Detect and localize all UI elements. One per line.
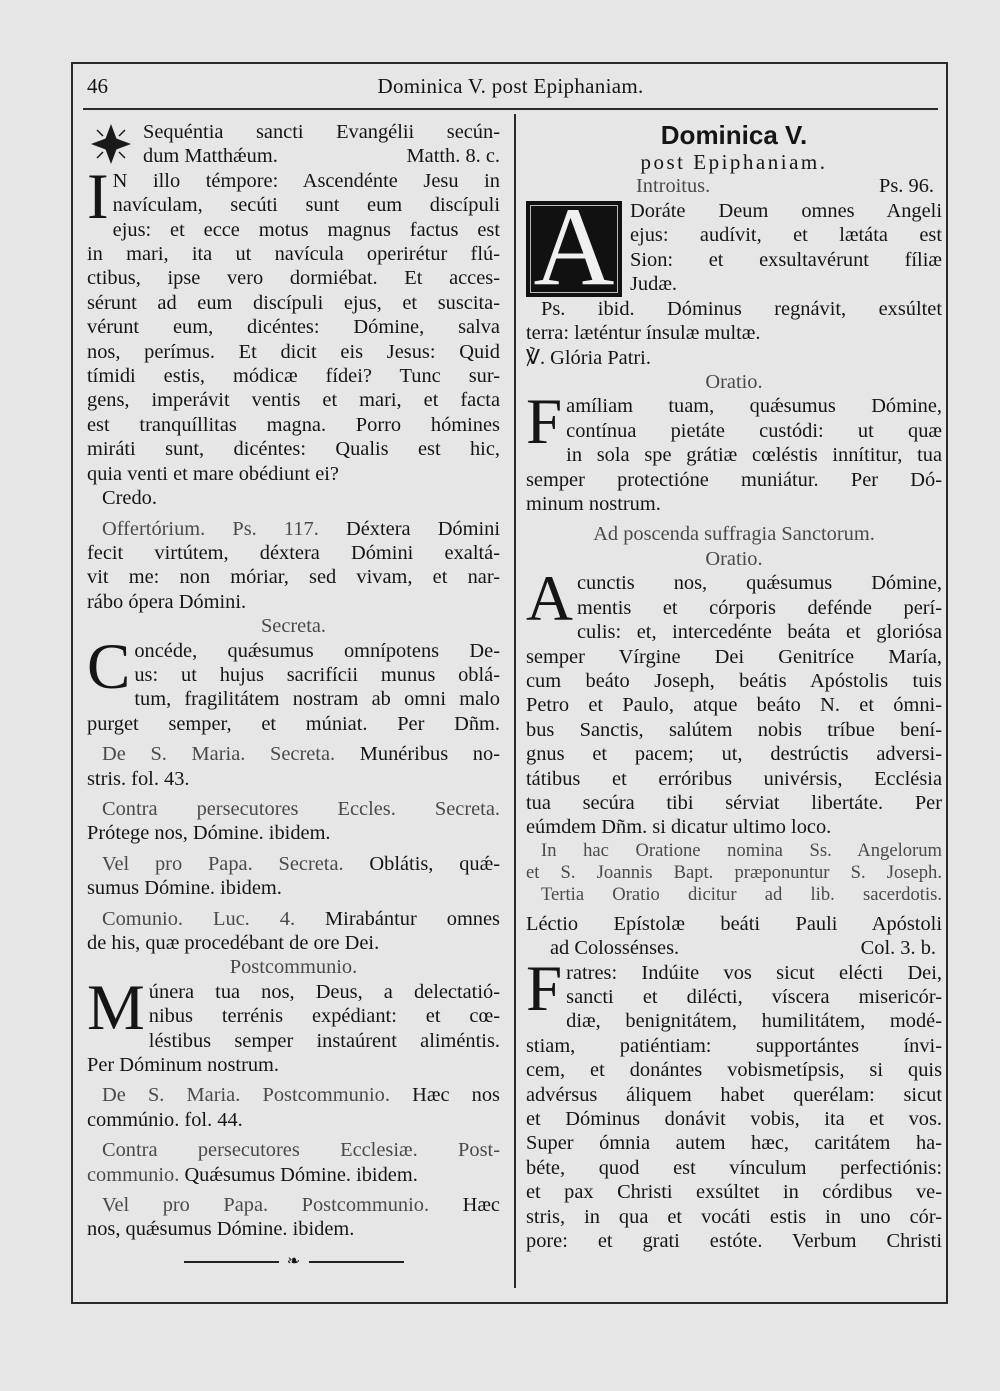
postcommunio-drop-cap: M: [87, 979, 145, 1044]
maltese-cross-icon: [87, 120, 135, 168]
psalm-line: Ps. ibid. Dóminus regnávit, exsúltet: [541, 297, 942, 320]
epistle-line: ratres: Indúite vos sicut elécti Dei,: [566, 961, 942, 984]
epistle-line: sancti et dilécti, víscera misericór-: [566, 985, 942, 1008]
oratio-line: semper protectióne muniátur. Per Dó-: [526, 468, 942, 491]
oratio2-line: tátibus et erróribus univérsis, Ecclésia: [526, 767, 942, 790]
oratio-line: in sola spe grátiæ cœléstis innítitur, tua: [566, 444, 942, 467]
gospel-drop-cap: I: [87, 168, 109, 233]
gospel-reference: Matth. 8. c.: [406, 145, 500, 168]
left-column: [87, 120, 500, 1268]
oratio2-line: eúmdem Dñm. si dicatur ultimo loco.: [526, 816, 832, 839]
postcommunio-title: Postcommunio.: [229, 956, 358, 979]
secreta-papa-line: sumus Dómine. ibidem.: [87, 877, 282, 900]
epistle-line: stris, in qua et vocáti estis in uno cór-: [526, 1205, 942, 1228]
secreta-line: tum, fragilitátem nostram ab omni malo: [134, 688, 500, 711]
epistle-heading: [526, 912, 942, 961]
offertory-line: Déxtera Dómini: [346, 517, 500, 540]
epistle-line: Super ómnia autem hæc, caritátem ha-: [526, 1132, 942, 1155]
oratio-line: amíliam tuam, quǽsumus Dómine,: [566, 395, 942, 418]
postcommunio-line: léstibus semper instaúrent aliméntis.: [148, 1029, 500, 1052]
postcommunio-line: únera tua nos, Deus, a delectatió-: [148, 980, 500, 1003]
oratio2-line: cunctis nos, quǽsumus Dómine,: [576, 572, 942, 595]
epistle-line: diæ, benignitátem, humilitátem, modé-: [566, 1010, 942, 1033]
gospel-line: nos, perímus. Et dicit eis Jesus: Quid: [87, 340, 500, 363]
secreta-maria-line: stris. fol. 43.: [87, 767, 190, 790]
introit-line: Sion: et exsultavérunt fíliæ: [630, 248, 942, 271]
right-column: [526, 120, 942, 1253]
pc-contra-rubric: communio.: [87, 1163, 180, 1186]
introit-text: [526, 199, 942, 297]
gospel-line: ejus: et ecce motus magnus factus est: [112, 218, 500, 241]
epistle-line: béte, quod est vínculum perfectiónis:: [526, 1156, 942, 1179]
offertory-line: vit me: non móriar, sed vivam, et nar-: [87, 566, 500, 589]
communion-label: Comunio. Luc. 4.: [102, 907, 296, 930]
oratio2-line: mentis et córporis defénde perí-: [576, 596, 942, 619]
gospel-heading-line-1: Sequéntia sancti Evangélii secún-: [143, 121, 500, 143]
epistle-line: pore: et grati estóte. Verbum Christi: [526, 1230, 942, 1253]
oratio-text: [526, 394, 942, 516]
communion-line: de his, quæ procedébant de ore Dei.: [87, 932, 380, 954]
epistle-line: et Dóminus donávit vobis, ita et vos.: [526, 1108, 942, 1130]
secreta-contra-rubric: Contra persecutores Eccles. Secreta.: [102, 797, 500, 820]
oratio2-line: gnus et pacem; ut, destrúctis adversi-: [526, 743, 942, 766]
epistle-line: cem, et donántes vobismetípsis, si quis: [526, 1059, 942, 1082]
epistle-reference: Col. 3. b.: [860, 937, 936, 960]
oratio2-line: bus Sanctis, salútem nobis tríbue bení-: [526, 718, 942, 741]
fleuron-ornament-icon: ❧: [184, 1256, 404, 1268]
feast-subtitle: post Epiphaniam.: [640, 150, 828, 174]
secreta-papa-line: Oblátis, quǽ-: [369, 852, 500, 875]
pc-maria: [87, 1083, 500, 1132]
oratio-line: contínua pietáte custódi: ut quæ: [566, 419, 942, 442]
column-divider: [514, 114, 516, 1288]
oratio2-line: cum beáto Joseph, beátis Apóstolis tuis: [526, 669, 942, 692]
gospel-text: [87, 169, 500, 486]
gospel-heading: [87, 120, 500, 169]
introit-drop-cap: A: [533, 198, 615, 297]
epistle-drop-cap: F: [526, 960, 563, 1025]
gospel-line: tímidi estis, módicæ fídei? Tunc sur-: [87, 365, 500, 388]
secreta-line: us: ut hujus sacrifícii munus oblá-: [134, 663, 500, 686]
secreta-maria-rubric: De S. Maria. Secreta.: [102, 743, 336, 766]
epistle-text: [526, 961, 942, 1254]
gospel-line: ctibus, ipse vero dormiébat. Et acces-: [87, 267, 500, 290]
gospel-heading-line-2: dum Matthǽum.: [143, 145, 278, 168]
epistle-line: advérsus áliquem habet querélam: sicut: [526, 1083, 942, 1106]
oratio-line: minum nostrum.: [526, 493, 661, 516]
postcommunio-text: [87, 980, 500, 1078]
page-header: [85, 74, 936, 104]
secreta-title: Secreta.: [260, 615, 327, 638]
illuminated-initial: [526, 198, 622, 297]
epistle-line: stiam, patiéntiam: supportántes ínvi-: [526, 1034, 942, 1057]
pc-contra-rubric: Contra persecutores Ecclesiæ. Post-: [102, 1139, 500, 1162]
secreta-line: purget semper, et múniat. Per Dñm.: [87, 712, 500, 735]
gospel-line: in mari, ita ut navícula operirétur flú-: [87, 243, 500, 266]
secreta-text: [87, 639, 500, 737]
oratio2-drop-cap: A: [526, 571, 573, 636]
gospel-line: vérunt eum, dicéntes: Dómine, salva: [87, 316, 500, 339]
psalm-line: terra: læténtur ínsulæ multæ.: [526, 322, 761, 345]
note-line: Tertia Oratio dicitur ad lib. sacerdotis.: [541, 883, 942, 905]
secreta-line: oncéde, quǽsumus omnípotens De-: [134, 639, 500, 662]
communion-line: Mirabántur omnes: [325, 907, 500, 930]
epistle-line: et pax Christi exsúltet in córdibus ve-: [526, 1181, 942, 1204]
gospel-line: gens, imperávit ventis et mari, et facta: [87, 389, 500, 412]
running-title: Dominica V. post Epiphaniam.: [377, 74, 644, 98]
pc-maria-rubric: De S. Maria. Postcommunio.: [102, 1084, 390, 1107]
credo: Credo.: [102, 487, 157, 510]
note-line: In hac Oratione nomina Ss. Angelorum: [541, 839, 942, 861]
oratio2-line: Petro et Paulo, atque beáto N. et ómni-: [526, 694, 942, 717]
offertory: [87, 517, 500, 615]
oratio-drop-cap: F: [526, 394, 563, 459]
introit-label: Introitus.: [636, 175, 711, 198]
pc-papa: [87, 1193, 500, 1242]
gospel-line: sérunt ad eum discípuli ejus, et suscita-: [87, 291, 500, 314]
gospel-line: N illo témpore: Ascendénte Jesu in: [112, 169, 500, 192]
pc-contra-text: Quǽsumus Dómine. ibidem.: [184, 1163, 418, 1186]
oratio2-line: semper Vírgine Dei Genitríce María,: [526, 645, 942, 668]
secreta-drop-cap: C: [87, 638, 131, 703]
offertory-line: rábo ópera Dómini.: [87, 590, 247, 613]
pc-contra: [87, 1138, 500, 1187]
postcommunio-line: Per Dóminum nostrum.: [87, 1054, 280, 1077]
note-line: et S. Joannis Bapt. præponuntur S. Joseph.: [526, 861, 942, 883]
postcommunio-line: nibus terrénis expédiant: et cœ-: [148, 1005, 500, 1028]
secreta-maria: [87, 742, 500, 791]
introit-line: Judæ.: [630, 273, 678, 296]
oratio2-line: culis: et, intercedénte beáta et gloriósa: [576, 621, 942, 644]
secreta-contra-text: Prótege nos, Dómine. ibidem.: [87, 822, 331, 845]
feast-title: Dominica V.: [660, 120, 808, 150]
gospel-line: miráti sunt, dicéntes: Qualis est hic,: [87, 438, 500, 461]
oratio2-text: [526, 571, 942, 839]
gospel-line: navículam, secúti sunt eum discípuli: [112, 194, 500, 217]
page-frame: [71, 62, 948, 1304]
epistle-heading-line-1: Léctio Epístolæ beáti Pauli Apóstoli: [526, 912, 942, 935]
introit-reference: Ps. 96.: [879, 175, 934, 198]
pc-papa-rubric: Vel pro Papa. Postcommunio.: [102, 1194, 430, 1217]
page-number: 46: [87, 74, 108, 98]
pc-papa-line: Hæc: [462, 1194, 500, 1217]
suffragia-title: Ad poscenda suffragia Sanctorum.: [593, 523, 875, 546]
introit-line: ejus: audívit, et lætáta est: [630, 224, 942, 247]
gospel-line: quia venti et mare obédiunt ei?: [87, 462, 339, 485]
communion: [87, 907, 500, 956]
offertory-line: fecit virtútem, déxtera Dómini exaltá-: [87, 541, 500, 564]
epistle-heading-line-2: ad Colossénses.: [550, 937, 680, 960]
oratio-title: Oratio.: [705, 371, 763, 394]
secreta-papa: [87, 852, 500, 901]
offertory-label: Offertórium. Ps. 117.: [102, 517, 319, 540]
oratio2-title: Oratio.: [705, 547, 763, 570]
pc-maria-line: commúnio. fol. 44.: [87, 1108, 243, 1131]
introit-line: Doráte Deum omnes Angeli: [630, 199, 942, 222]
secreta-papa-rubric: Vel pro Papa. Secreta.: [102, 852, 344, 875]
pc-papa-line: nos, quǽsumus Dómine. ibidem.: [87, 1218, 355, 1241]
oratio2-line: tua secúra tibi sérviat libertáte. Per: [526, 791, 942, 814]
rubric-note: [526, 840, 942, 906]
pc-maria-line: Hæc nos: [412, 1084, 500, 1107]
header-rule: [83, 108, 938, 110]
secreta-maria-line: Munéribus no-: [359, 743, 500, 766]
gospel-line: est tranquíllitas magna. Porro hómines: [87, 413, 500, 436]
gloria-patri: ℣. Glória Patri.: [526, 346, 651, 369]
secreta-contra: [87, 797, 500, 846]
